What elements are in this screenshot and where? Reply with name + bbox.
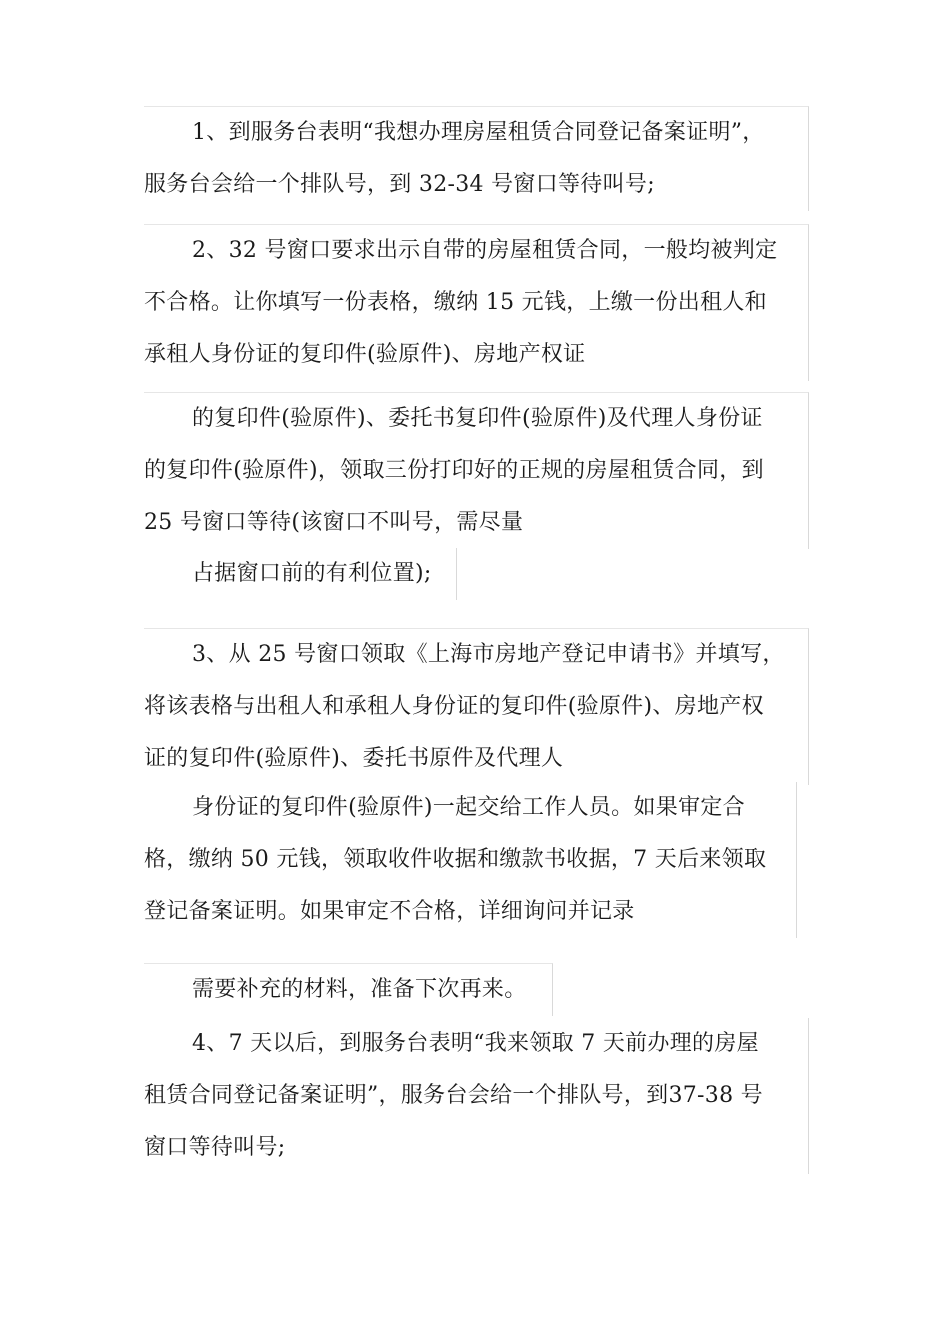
text-line: 将该表格与出租人和承租人身份证的复印件(验原件)、房地产权 — [144, 694, 764, 719]
paragraph-step-3 — [144, 628, 809, 785]
text-line: 的复印件(验原件)、委托书复印件(验原件)及代理人身份证 — [192, 406, 763, 431]
text-line: 承租人身份证的复印件(验原件)、房地产权证 — [144, 342, 586, 367]
text-line: 格，缴纳 50 元钱，领取收件收据和缴款书收据，7 天后来领取 — [144, 847, 767, 872]
text-line: 4、7 天以后，到服务台表明“我来领取 7 天前办理的房屋 — [192, 1031, 759, 1056]
text-line: 1、到服务台表明“我想办理房屋租赁合同登记备案证明”， — [192, 120, 765, 145]
text-line: 身份证的复印件(验原件)一起交给工作人员。如果审定合 — [192, 795, 745, 820]
text-line: 3、从 25 号窗口领取《上海市房地产登记申请书》并填写， — [192, 642, 785, 667]
text-line: 登记备案证明。如果审定不合格，详细询问并记录 — [144, 899, 635, 924]
text-line: 25 号窗口等待(该窗口不叫号，需尽量 — [144, 510, 524, 535]
paragraph-step-2-continued — [144, 392, 809, 549]
paragraph-step-3-end — [144, 963, 553, 1016]
paragraph-step-1 — [144, 106, 809, 211]
paragraph-step-3-continued — [144, 782, 797, 938]
text-line: 窗口等待叫号; — [144, 1135, 286, 1160]
text-line: 不合格。让你填写一份表格，缴纳 15 元钱，上缴一份出租人和 — [144, 290, 767, 315]
paragraph-step-2-end — [144, 548, 457, 600]
text-line: 租赁合同登记备案证明”，服务台会给一个排队号，到37-38 号 — [144, 1083, 763, 1108]
text-line: 的复印件(验原件)，领取三份打印好的正规的房屋租赁合同，到 — [144, 458, 764, 483]
text-line: 2、32 号窗口要求出示自带的房屋租赁合同，一般均被判定 — [192, 238, 778, 263]
text-line: 服务台会给一个排队号，到 32-34 号窗口等待叫号; — [144, 172, 655, 197]
text-line: 证的复印件(验原件)、委托书原件及代理人 — [144, 746, 564, 771]
paragraph-step-2 — [144, 224, 809, 381]
paragraph-step-4 — [144, 1018, 809, 1174]
text-line: 需要补充的材料，准备下次再来。 — [192, 977, 527, 1002]
text-line: 占据窗口前的有利位置); — [192, 561, 432, 586]
